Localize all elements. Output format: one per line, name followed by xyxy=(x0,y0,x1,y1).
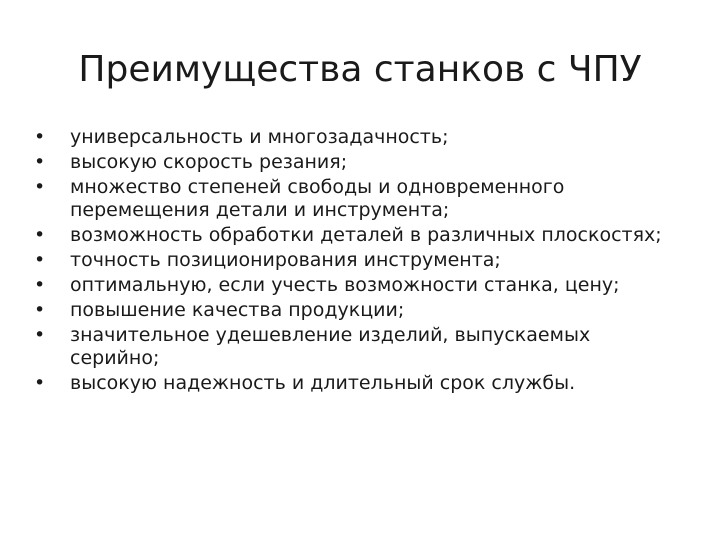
bullet-text: множество степеней свободы и одновременного перемещения детали и инструмента; xyxy=(70,176,565,221)
bullet-text: высокую надежность и длительный срок службы. xyxy=(70,372,576,394)
bullet-item xyxy=(34,249,684,272)
slide-title: Преимущества станков с ЧПУ xyxy=(78,49,642,90)
bullet-item xyxy=(34,224,684,247)
bullet-list xyxy=(34,126,684,397)
bullet-icon: • xyxy=(34,176,46,198)
bullet-icon: • xyxy=(34,372,46,394)
bullet-icon: • xyxy=(34,151,46,173)
bullet-item xyxy=(34,324,684,370)
bullet-text: оптимальную, если учесть возможности станка, цену; xyxy=(70,274,620,296)
bullet-text: возможность обработки деталей в различных плоскостях; xyxy=(70,224,662,246)
bullet-item xyxy=(34,151,684,174)
bullet-icon: • xyxy=(34,224,46,246)
bullet-item xyxy=(34,372,684,395)
bullet-item xyxy=(34,299,684,322)
bullet-item xyxy=(34,126,684,149)
bullet-text: высокую скорость резания; xyxy=(70,151,348,173)
bullet-text: значительное удешевление изделий, выпускаемых серийно; xyxy=(70,324,591,369)
bullet-text: повышение качества продукции; xyxy=(70,299,405,321)
bullet-item xyxy=(34,274,684,297)
bullet-text: точность позиционирования инструмента; xyxy=(70,249,501,271)
bullet-icon: • xyxy=(34,249,46,271)
bullet-icon: • xyxy=(34,299,46,321)
bullet-icon: • xyxy=(34,324,46,346)
bullet-text: универсальность и многозадачность; xyxy=(70,126,449,148)
bullet-icon: • xyxy=(34,274,46,296)
bullet-icon: • xyxy=(34,126,46,148)
bullet-item xyxy=(34,176,684,222)
